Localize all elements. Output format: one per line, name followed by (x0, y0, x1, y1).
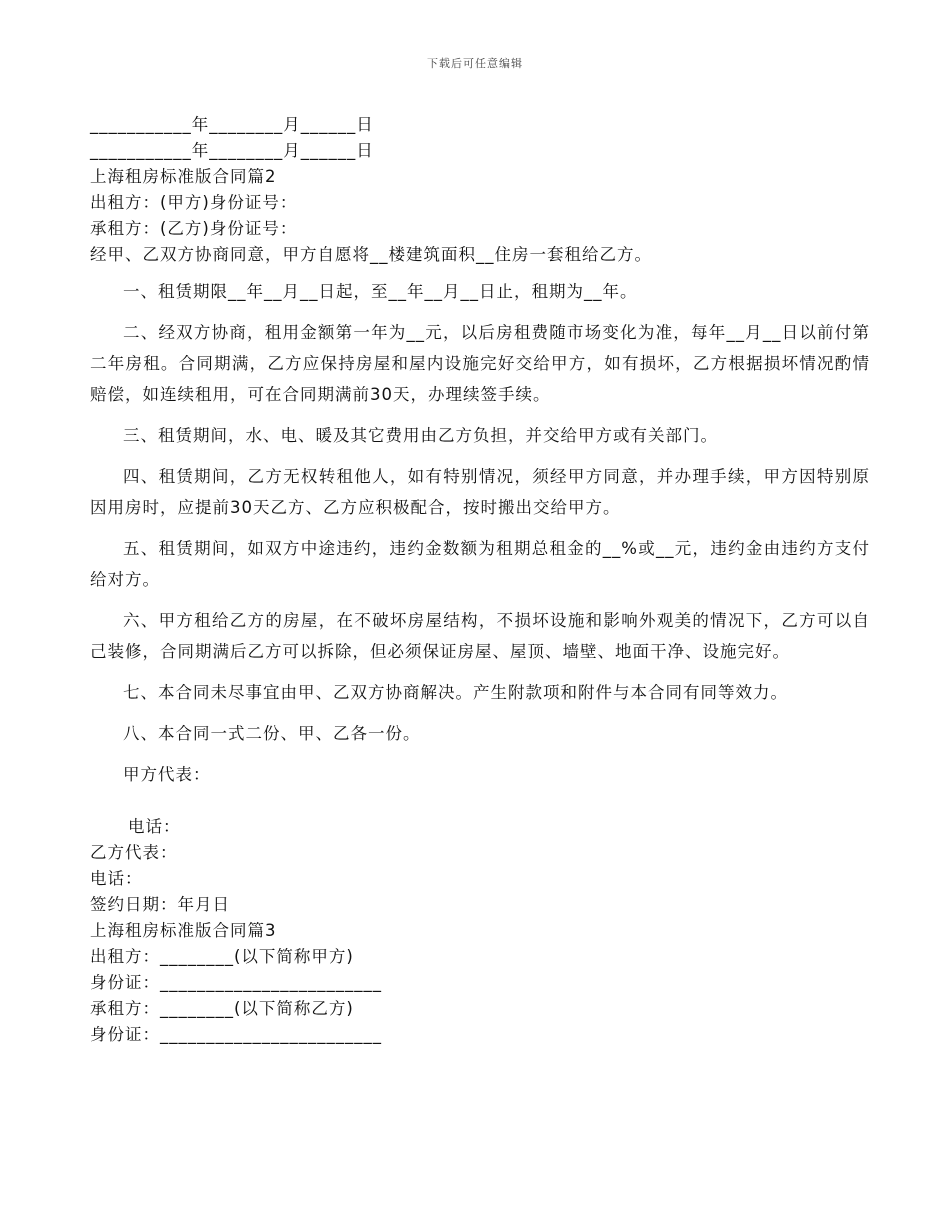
s3-lessor-id-line: 身份证：________________________ (90, 973, 382, 992)
date-line: ___________年________月______日 (90, 141, 374, 160)
clause-7: 七、本合同未尽事宜由甲、乙双方协商解决。产生附款项和附件与本合同有同等效力。 (123, 683, 788, 702)
clause-3: 三、租赁期间，水、电、暖及其它费用由乙方负担，并交给甲方或有关部门。 (123, 426, 718, 445)
intro-line: 经甲、乙双方协商同意，甲方自愿将__楼建筑面积__住房一套租给乙方。 (90, 245, 652, 264)
clause-6: 六、甲方租给乙方的房屋，在不破坏房屋结构，不损坏设施和影响外观美的情况下，乙方可以自己装修，合同期满后乙方可以拆除，但必须保证房屋、屋顶、墙壁、地面干净、设施完好。 (90, 611, 870, 661)
s3-lessee-id-line: 身份证：________________________ (90, 1025, 382, 1044)
clause-1: 一、租赁期限__年__月__日起，至__年__月__日止，租期为__年。 (123, 282, 638, 301)
clause-8: 八、本合同一式二份、甲、乙各一份。 (123, 724, 421, 743)
date-line: ___________年________月______日 (90, 115, 374, 134)
s3-lessor-line: 出租方：________(以下简称甲方) (90, 947, 354, 966)
contract-document (90, 112, 870, 1048)
party-a-phone: 电话： (128, 817, 181, 836)
page-header-note: 下载后可任意编辑 (427, 57, 523, 70)
clause-4: 四、租赁期间，乙方无权转租他人，如有特别情况，须经甲方同意，并办理手续，甲方因特别原因用房时，应提前30天乙方、乙方应积极配合，按时搬出交给甲方。 (90, 467, 870, 517)
party-b-representative: 乙方代表： (90, 843, 178, 862)
clause-5: 五、租赁期间，如双方中途违约，违约金数额为租期总租金的__%或__元，违约金由违约方支付给对方。 (90, 539, 870, 589)
section-title: 上海租房标准版合同篇2 (90, 167, 277, 186)
party-b-phone: 电话： (90, 869, 143, 888)
party-a-representative: 甲方代表： (123, 765, 211, 784)
s3-lessee-line: 承租方：________(以下简称乙方) (90, 999, 354, 1018)
clause-2: 二、经双方协商，租用金额第一年为__元，以后房租费随市场变化为准，每年__月__日以前付第二年房租。合同期满，乙方应保持房屋和屋内设施完好交给甲方，如有损坏，乙方根据损坏情况酌情赔偿，如连续租用，可在合同期满前30天，办理续签手续。 (90, 323, 870, 404)
lessor-line: 出租方：(甲方)身份证号： (90, 193, 298, 212)
lessee-line: 承租方：(乙方)身份证号： (90, 219, 298, 238)
signing-date: 签约日期：年月日 (90, 895, 230, 914)
section-title: 上海租房标准版合同篇3 (90, 921, 277, 940)
